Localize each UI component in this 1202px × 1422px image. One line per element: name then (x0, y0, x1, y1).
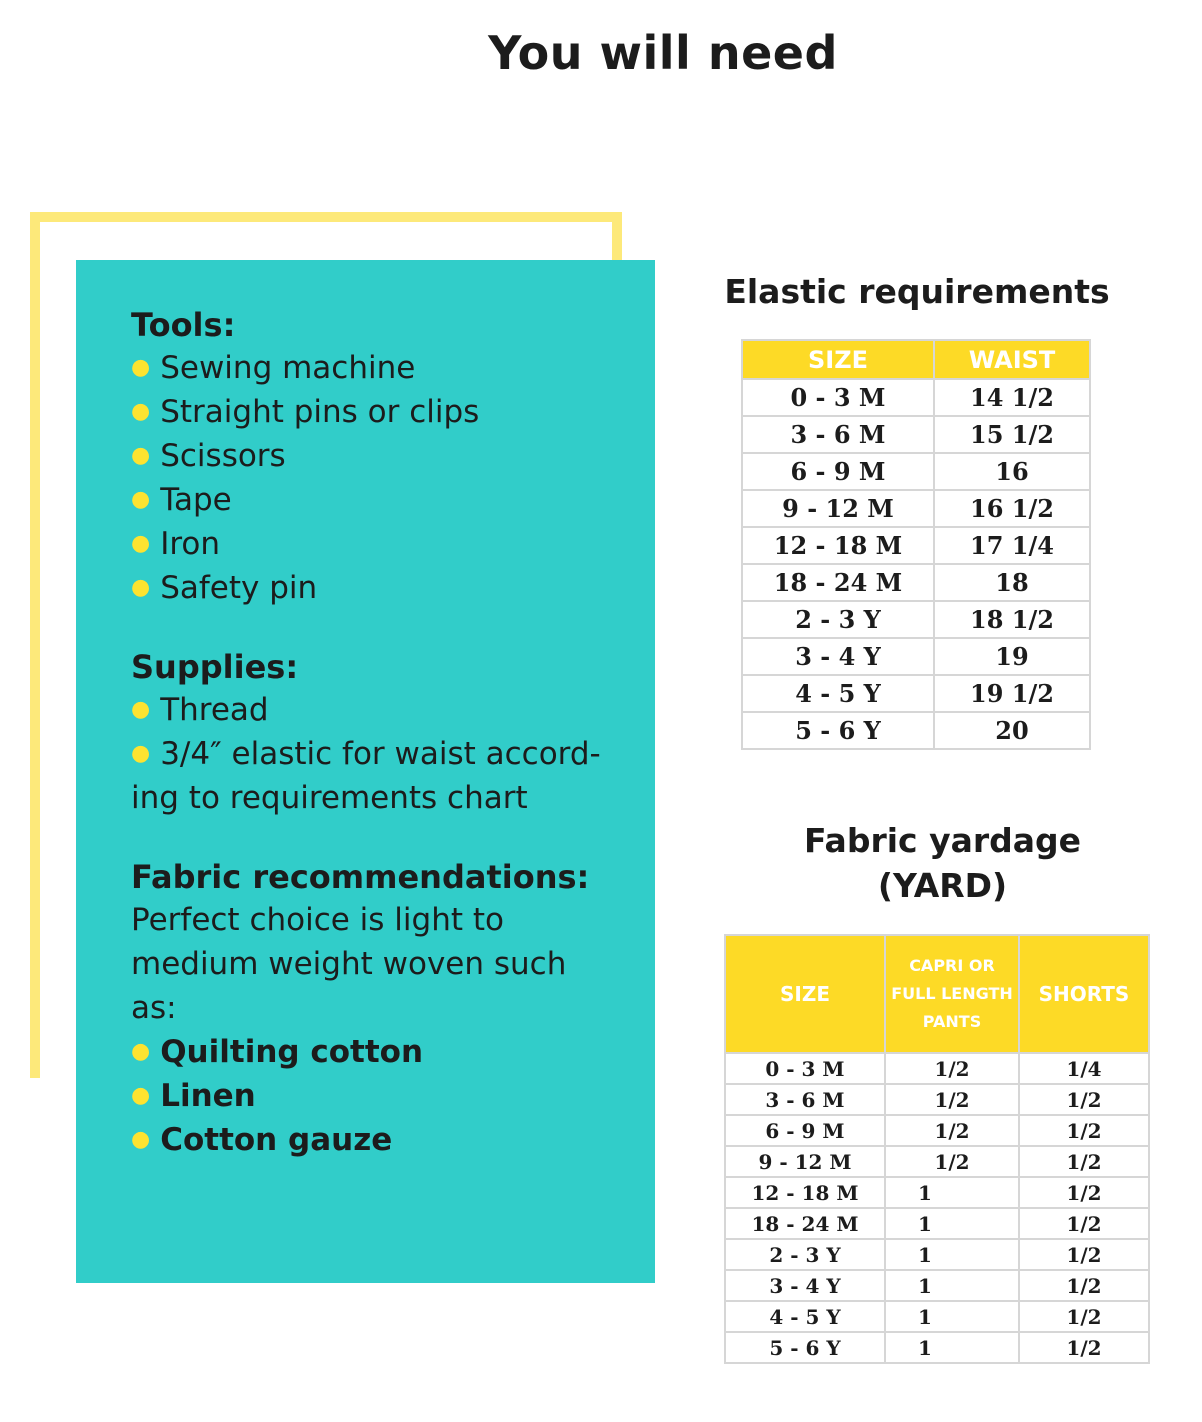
size-cell: 2 - 3 Y (742, 601, 934, 638)
size-cell: 6 - 9 M (742, 453, 934, 490)
header-capri: CAPRI OR FULL LENGTH PANTS (885, 935, 1019, 1053)
table-row (742, 416, 1090, 453)
waist-cell: 18 (934, 564, 1090, 601)
list-item: ● Scissors (131, 438, 286, 474)
fabric-list (131, 1030, 655, 1162)
waist-cell: 20 (934, 712, 1090, 749)
table-row (742, 379, 1090, 416)
supplies-heading: Supplies: (131, 648, 299, 686)
table-row (725, 1270, 1149, 1301)
shorts-cell: 1/4 (1019, 1053, 1149, 1084)
yardage-title-line1: Fabric yardage (803, 821, 1082, 860)
waist-cell: 14 1/2 (934, 379, 1090, 416)
bullet-icon: ● (131, 487, 151, 512)
fabric-description: Perfect choice is light to medium weight woven such as: (131, 902, 567, 1026)
table-row (725, 1177, 1149, 1208)
table-header-row (742, 340, 1090, 379)
table-row (725, 1208, 1149, 1239)
header-waist: WAIST (934, 340, 1090, 379)
pants-cell: 1 (885, 1301, 1019, 1332)
size-cell: 3 - 6 M (725, 1084, 885, 1115)
table-header-row (725, 935, 1149, 1053)
waist-cell: 16 (934, 453, 1090, 490)
size-cell: 6 - 9 M (725, 1115, 885, 1146)
shorts-cell: 1/2 (1019, 1115, 1149, 1146)
list-item: ● Tape (131, 482, 232, 518)
table-row (742, 712, 1090, 749)
bullet-icon: ● (131, 697, 151, 722)
list-item: ● Thread (131, 692, 269, 728)
table-row (742, 564, 1090, 601)
table-row (725, 1239, 1149, 1270)
table-row (742, 638, 1090, 675)
size-cell: 12 - 18 M (725, 1177, 885, 1208)
pants-cell: 1/2 (885, 1115, 1019, 1146)
header-shorts: SHORTS (1019, 935, 1149, 1053)
pants-cell: 1 (885, 1332, 1019, 1363)
bullet-icon: ● (131, 1039, 151, 1064)
table-row (725, 1301, 1149, 1332)
bullet-icon: ● (131, 575, 151, 600)
size-cell: 0 - 3 M (742, 379, 934, 416)
table-row (742, 453, 1090, 490)
yardage-table (724, 934, 1150, 1364)
header-size: SIZE (742, 340, 934, 379)
shorts-cell: 1/2 (1019, 1146, 1149, 1177)
pants-cell: 1/2 (885, 1146, 1019, 1177)
page-title: You will need (488, 26, 838, 80)
header-size: SIZE (725, 935, 885, 1053)
table-row (742, 675, 1090, 712)
size-cell: 12 - 18 M (742, 527, 934, 564)
bullet-icon: ● (131, 399, 151, 424)
list-item: ● Safety pin (131, 570, 318, 606)
size-cell: 5 - 6 Y (725, 1332, 885, 1363)
size-cell: 2 - 3 Y (725, 1239, 885, 1270)
size-cell: 18 - 24 M (742, 564, 934, 601)
list-item: ● Sewing machine (131, 350, 416, 386)
size-cell: 5 - 6 Y (742, 712, 934, 749)
table-row (725, 1332, 1149, 1363)
list-item: ● 3/4″ elastic for waist accord-ing to requirements chart (131, 736, 601, 816)
size-cell: 3 - 4 Y (742, 638, 934, 675)
table-row (725, 1053, 1149, 1084)
bullet-icon: ● (131, 443, 151, 468)
list-item: ● Iron (131, 526, 221, 562)
yardage-title (790, 818, 1095, 908)
fabric-heading: Fabric recommendations: (131, 858, 590, 896)
size-cell: 18 - 24 M (725, 1208, 885, 1239)
pants-cell: 1 (885, 1208, 1019, 1239)
yardage-title-line2: (YARD) (877, 866, 1008, 905)
size-cell: 3 - 4 Y (725, 1270, 885, 1301)
elastic-table (741, 339, 1091, 750)
waist-cell: 16 1/2 (934, 490, 1090, 527)
table-row (725, 1146, 1149, 1177)
requirements-card (76, 260, 655, 1283)
table-row (725, 1084, 1149, 1115)
shorts-cell: 1/2 (1019, 1177, 1149, 1208)
bullet-icon: ● (131, 1127, 151, 1152)
size-cell: 9 - 12 M (742, 490, 934, 527)
bullet-icon: ● (131, 531, 151, 556)
shorts-cell: 1/2 (1019, 1332, 1149, 1363)
pants-cell: 1 (885, 1270, 1019, 1301)
size-cell: 4 - 5 Y (725, 1301, 885, 1332)
bullet-icon: ● (131, 1083, 151, 1108)
size-cell: 3 - 6 M (742, 416, 934, 453)
tools-list (131, 346, 655, 610)
list-item: ● Straight pins or clips (131, 394, 480, 430)
size-cell: 4 - 5 Y (742, 675, 934, 712)
waist-cell: 19 1/2 (934, 675, 1090, 712)
list-item: ● Quilting cotton (131, 1034, 424, 1070)
waist-cell: 17 1/4 (934, 527, 1090, 564)
shorts-cell: 1/2 (1019, 1208, 1149, 1239)
shorts-cell: 1/2 (1019, 1084, 1149, 1115)
shorts-cell: 1/2 (1019, 1270, 1149, 1301)
table-row (742, 527, 1090, 564)
tools-heading: Tools: (131, 306, 236, 344)
size-cell: 9 - 12 M (725, 1146, 885, 1177)
table-row (742, 490, 1090, 527)
table-row (725, 1115, 1149, 1146)
pants-cell: 1 (885, 1239, 1019, 1270)
table-row (742, 601, 1090, 638)
list-item: ● Cotton gauze (131, 1122, 393, 1158)
waist-cell: 19 (934, 638, 1090, 675)
size-cell: 0 - 3 M (725, 1053, 885, 1084)
pants-cell: 1/2 (885, 1053, 1019, 1084)
list-item: ● Linen (131, 1078, 256, 1114)
bullet-icon: ● (131, 355, 151, 380)
shorts-cell: 1/2 (1019, 1301, 1149, 1332)
supplies-list (131, 688, 611, 820)
pants-cell: 1 (885, 1177, 1019, 1208)
elastic-title: Elastic requirements (724, 272, 1110, 311)
waist-cell: 15 1/2 (934, 416, 1090, 453)
waist-cell: 18 1/2 (934, 601, 1090, 638)
pants-cell: 1/2 (885, 1084, 1019, 1115)
bullet-icon: ● (131, 741, 151, 766)
shorts-cell: 1/2 (1019, 1239, 1149, 1270)
